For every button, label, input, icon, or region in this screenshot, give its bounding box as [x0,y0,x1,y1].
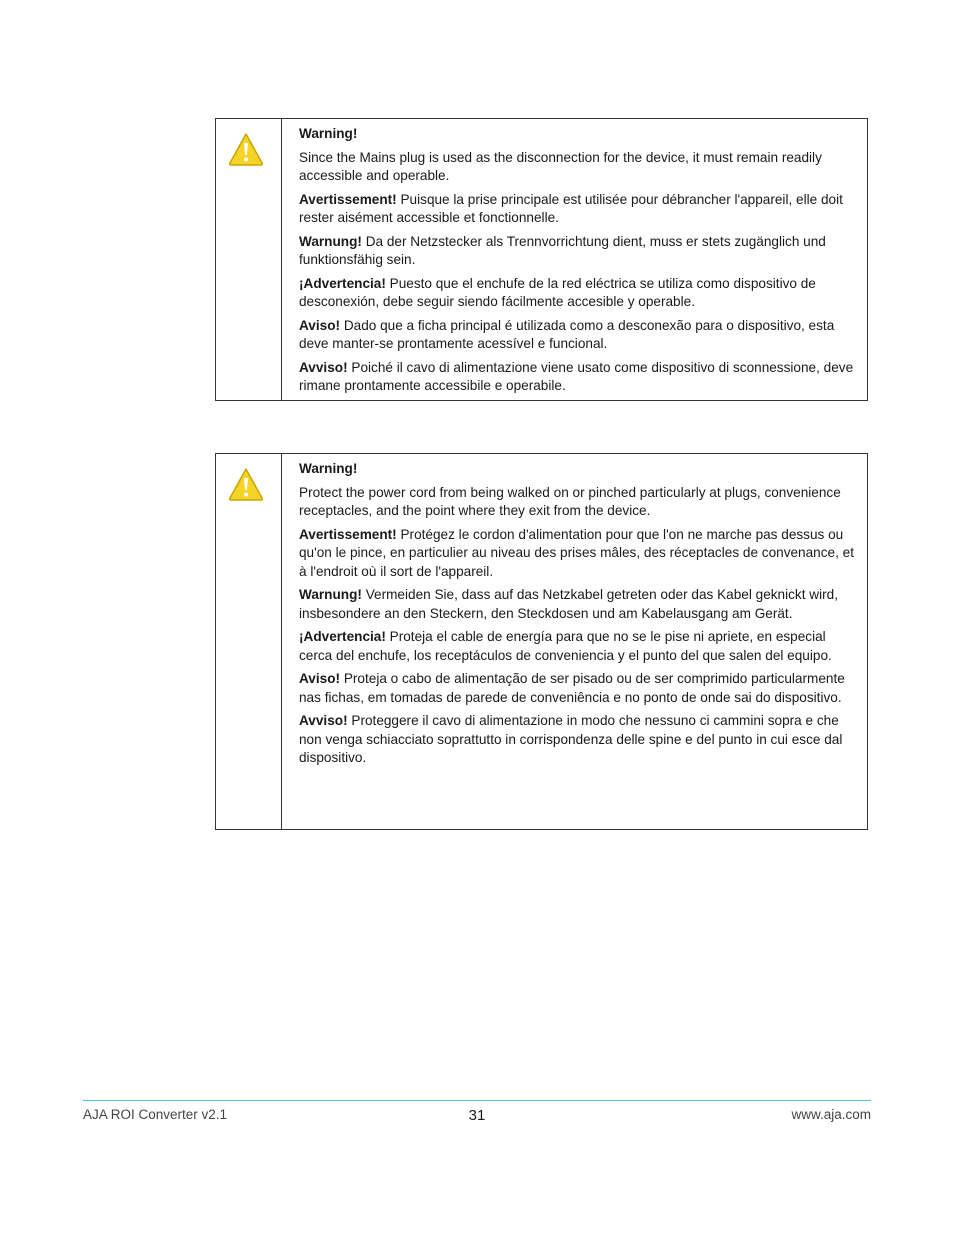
footer-product-name: AJA ROI Converter v2.1 [83,1107,228,1122]
page-number: 31 [468,1107,486,1124]
warning-heading: Warning! [299,126,358,141]
translation-french: Avertissement! Puisque la prise principale est utilisée pour débrancher l'appareil, elle doit rester aisément accessible et fonctionnelle. [299,191,843,225]
translation-italian: Avviso! Proteggere il cavo di alimentazione in modo che nessuno ci cammini sopra e che non venga schiacciato soprattutto in corrispondenza delle spine e del punto in cui esce dal dispositivo. [299,713,843,765]
footer-divider [83,1100,871,1101]
translation-portuguese: Aviso! Dado que a ficha principal é utilizada como a desconexão para o dispositivo, esta deve manter-se prontamente acessível e funcional. [299,317,835,351]
footer-website: www.aja.com [791,1107,871,1122]
translation-italian: Avviso! Poiché il cavo di alimentazione viene usato come dispositivo di sconnessione, deve rimane prontamente accessibile e operabile. [299,359,854,393]
warning-text [282,454,867,829]
icon-cell [216,454,282,829]
warning-triangle-icon [228,132,264,166]
translation-spanish: ¡Advertencia! Puesto que el enchufe de la red eléctrica se utiliza como dispositivo de desconexión, debe seguir siendo fácilmente accesible y operable. [299,275,816,309]
translation-german: Warnung! Da der Netzstecker als Trennvorrichtung dient, muss er stets zugänglich und funktionsfähig sein. [299,233,826,267]
translation-german: Warnung! Vermeiden Sie, dass auf das Netzkabel getreten oder das Kabel geknickt wird, insbesondere an den Steckern, den Steckdosen und am Kabelausgang am Gerät. [299,587,838,621]
translation-french: Avertissement! Protégez le cordon d'alimentation pour que l'on ne marche pas dessus ou qu'on le pince, en particulier au niveau des prises mâles, des réceptacles de convenance, et à l'endroit où il sort de l'appareil. [299,526,854,579]
warning-heading: Warning! [299,461,358,476]
translation-spanish: ¡Advertencia! Proteja el cable de energía para que no se le pise ni apriete, en especial cerca del enchufe, los receptáculos de conveniencia y el punto del que salen del equipo. [299,629,832,663]
warning-intro: Protect the power cord from being walked on or pinched particularly at plugs, convenience receptacles, and the point where they exit from the device. [299,484,841,518]
warning-box-mains-plug [215,118,868,401]
warning-intro: Since the Mains plug is used as the disconnection for the device, it must remain readily accessible and operable. [299,149,822,183]
warning-triangle-icon [228,467,264,501]
translation-portuguese: Aviso! Proteja o cabo de alimentação de ser pisado ou de ser comprimido particularmente nas fichas, em tomadas de parede de conveniência e no ponto de onde sai do dispositivo. [299,671,845,705]
icon-cell [216,119,282,400]
warning-text [282,119,867,400]
warning-box-power-cord [215,453,868,830]
